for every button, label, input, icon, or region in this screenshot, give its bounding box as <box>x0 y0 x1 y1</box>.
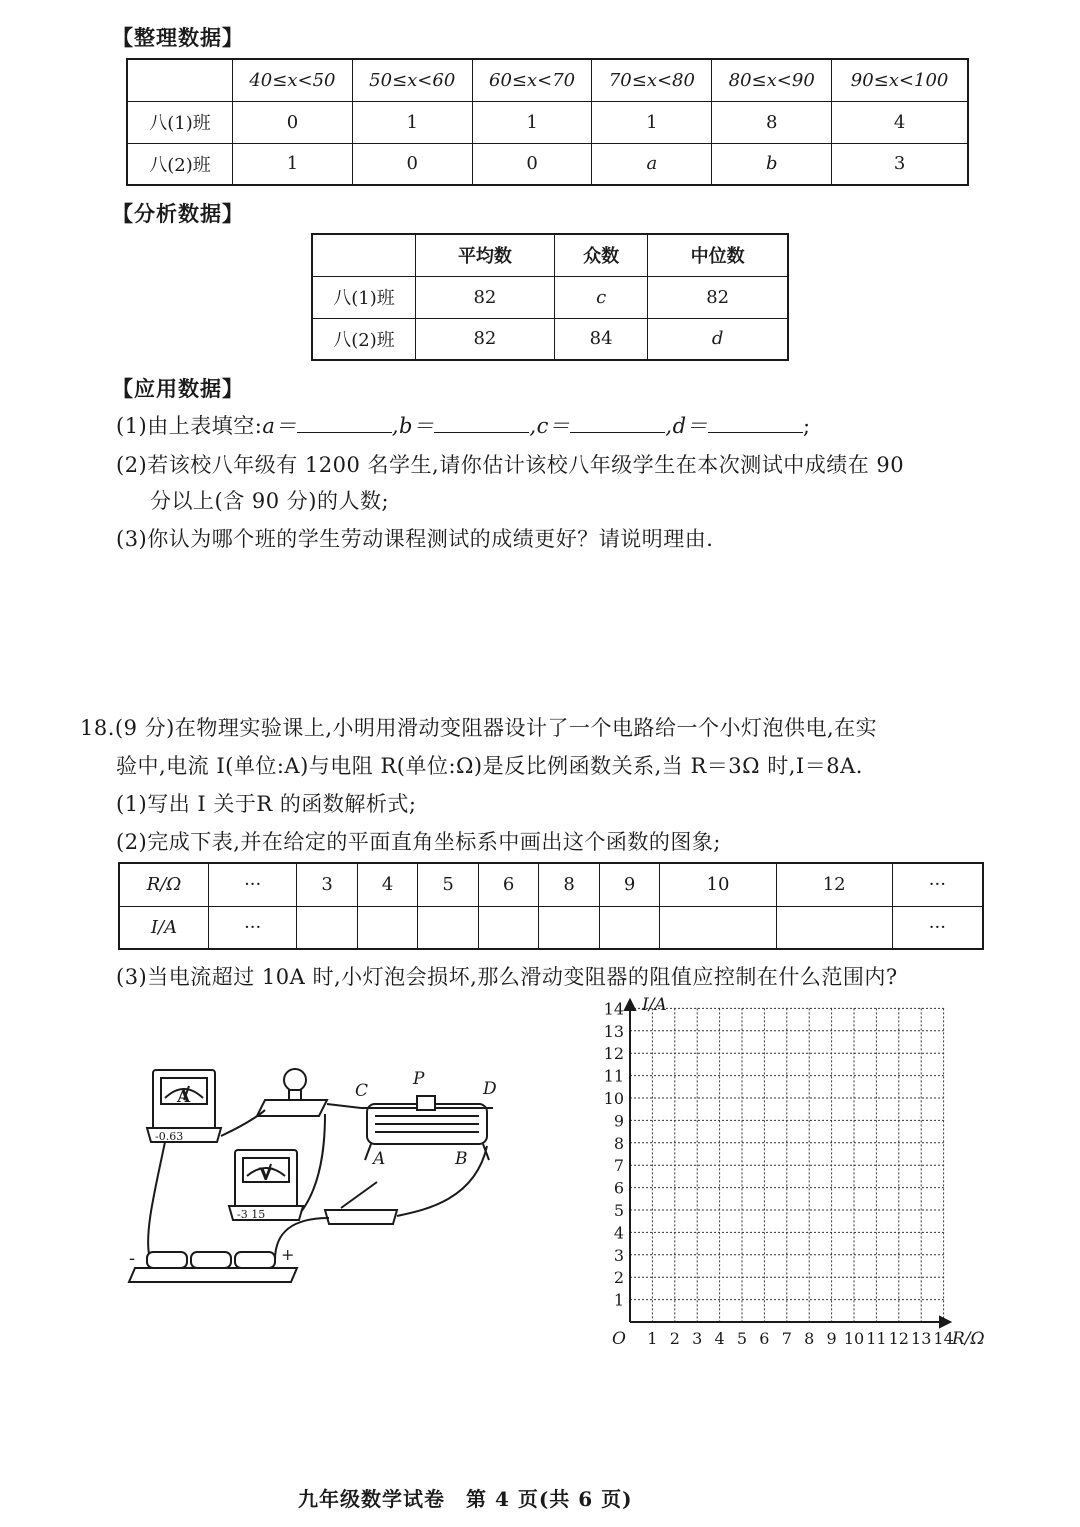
answer-cell[interactable] <box>478 906 539 949</box>
battery-icon <box>129 1252 297 1282</box>
q17-var-d: ,d＝ <box>665 414 709 438</box>
table-cell: 1 <box>472 101 592 143</box>
answer-cell[interactable] <box>357 906 418 949</box>
q17-var-c: ,c＝ <box>529 414 571 438</box>
table-cell: a <box>592 143 712 185</box>
page-footer: 九年级数学试卷 第 4 页(共 6 页) <box>298 1487 633 1511</box>
table-row <box>127 101 968 143</box>
table1-corner-cell <box>127 59 233 101</box>
x-tick-label: 7 <box>781 1329 792 1348</box>
x-tick-label: 13 <box>911 1329 932 1348</box>
table2-header: 众数 <box>554 234 647 276</box>
wire <box>301 1114 325 1212</box>
answer-cell[interactable] <box>599 906 660 949</box>
q17-part1-end: ; <box>803 414 811 438</box>
q17-part3: (3)你认为哪个班的学生劳动课程测试的成绩更好？请说明理由. <box>116 527 714 551</box>
q18-part2: (2)完成下表,并在给定的平面直角坐标系中画出这个函数的图象; <box>116 830 721 854</box>
grid-lines <box>630 1008 944 1322</box>
x-tick-label: 1 <box>647 1329 658 1348</box>
resistance-current-table <box>118 862 984 950</box>
table-cell: 82 <box>648 276 788 318</box>
row-label: 八(2)班 <box>312 318 416 360</box>
table-cell: b <box>712 143 832 185</box>
y-tick-label: 11 <box>603 1066 624 1086</box>
y-tick-label: 12 <box>603 1044 624 1064</box>
table-cell: ··· <box>892 863 983 906</box>
x-axis-arrow <box>940 1317 950 1327</box>
origin-label: O <box>612 1329 626 1349</box>
y-tick-label: 13 <box>603 1021 624 1041</box>
answer-cell[interactable] <box>660 906 776 949</box>
table-cell: 4 <box>832 101 968 143</box>
table1-header: 90≤x<100 <box>832 59 968 101</box>
axes <box>625 1000 950 1327</box>
answer-blank-d[interactable] <box>708 412 803 433</box>
terminal-a-label: A <box>373 1149 386 1169</box>
table-cell: 8 <box>539 863 600 906</box>
wire <box>397 1146 487 1216</box>
q18-part3: (3)当电流超过 10A 时,小灯泡会损坏,那么滑动变阻器的阻值应控制在什么范围内? <box>116 965 898 989</box>
q17-part1-prefix: (1)由上表填空: <box>116 414 263 438</box>
voltmeter-terminals: -3 15 <box>237 1208 266 1221</box>
table2-header: 平均数 <box>416 234 555 276</box>
terminal-b-label: B <box>455 1149 468 1169</box>
answer-cell[interactable] <box>539 906 600 949</box>
x-tick-label: 6 <box>759 1329 770 1348</box>
ammeter-terminals: -0.63 <box>155 1130 184 1143</box>
y-tick-label: 10 <box>603 1089 624 1108</box>
q17-var-a: a＝ <box>262 414 297 438</box>
table1-header: 80≤x<90 <box>712 59 832 101</box>
table-cell: 1 <box>352 101 472 143</box>
x-tick-label: 8 <box>804 1329 815 1348</box>
y-tick-label: 9 <box>613 1111 624 1131</box>
table-cell: 3 <box>297 863 358 906</box>
y-tick-label: 14 <box>603 999 624 1019</box>
table1-header: 70≤x<80 <box>592 59 712 101</box>
table-cell: 82 <box>416 318 555 360</box>
table-cell: 5 <box>418 863 479 906</box>
wire <box>327 1104 361 1108</box>
q18-line2: 验中,电流 I(单位:A)与电阻 R(单位:Ω)是反比例函数关系,当 R＝3Ω 时,I＝8A. <box>116 754 863 778</box>
table-row <box>312 318 788 360</box>
x-tick-label: 12 <box>888 1329 909 1348</box>
table-cell: 6 <box>478 863 539 906</box>
answer-cell[interactable] <box>297 906 358 949</box>
section-organize-heading: 【整理数据】 <box>112 25 244 50</box>
table-cell: ··· <box>209 906 297 949</box>
y-tick-label: 4 <box>613 1223 624 1243</box>
x-tick-label: 11 <box>866 1329 887 1348</box>
section-apply-heading: 【应用数据】 <box>112 376 244 401</box>
answer-blank-c[interactable] <box>570 412 665 433</box>
switch-icon <box>325 1182 397 1224</box>
y-tick-label: 8 <box>613 1133 624 1153</box>
slider-p-label: P <box>413 1069 425 1089</box>
table-cell: 9 <box>599 863 660 906</box>
x-tick-label: 9 <box>826 1329 837 1348</box>
answer-cell[interactable] <box>776 906 892 949</box>
terminal-d-label: D <box>483 1079 497 1099</box>
battery-plus-label: + <box>281 1245 295 1264</box>
x-tick-label: 14 <box>933 1329 954 1348</box>
section-analyze-heading: 【分析数据】 <box>112 201 244 226</box>
table-cell: 8 <box>712 101 832 143</box>
light-bulb-icon <box>257 1069 327 1116</box>
x-axis-label: R/Ω <box>952 1329 985 1349</box>
q17-part1 <box>116 410 811 440</box>
table1-header: 50≤x<60 <box>352 59 472 101</box>
table-row <box>312 276 788 318</box>
y-tick-label: 3 <box>613 1245 624 1265</box>
x-tick-label: 4 <box>714 1329 725 1348</box>
battery-minus-label: - <box>129 1248 136 1269</box>
wire <box>148 1142 165 1254</box>
y-axis-arrow <box>625 1000 635 1010</box>
x-tick-label: 5 <box>736 1329 748 1348</box>
answer-cell[interactable] <box>418 906 479 949</box>
table-cell: 1 <box>592 101 712 143</box>
terminal-c-label: C <box>355 1081 369 1101</box>
q17-part2-line2: 分以上(含 90 分)的人数; <box>150 489 390 513</box>
q17-part2-line1: (2)若该校八年级有 1200 名学生,请你估计该校八年级学生在本次测试中成绩在 90 <box>116 453 905 477</box>
q18-line1: 18.(9 分)在物理实验课上,小明用滑动变阻器设计了一个电路给一个小灯泡供电,在实 <box>80 716 878 740</box>
table2-header: 中位数 <box>648 234 788 276</box>
table1-header: 40≤x<50 <box>233 59 353 101</box>
table-row <box>119 863 983 906</box>
table-cell: 82 <box>416 276 555 318</box>
q17-var-b: ,b＝ <box>391 414 435 438</box>
y-tick-label: 5 <box>613 1201 624 1220</box>
table-cell: d <box>648 318 788 360</box>
table-cell: 84 <box>554 318 647 360</box>
x-tick-label: 10 <box>843 1329 865 1348</box>
x-tick-label: 3 <box>692 1329 703 1348</box>
statistics-table <box>311 233 789 361</box>
table-cell: 1 <box>233 143 353 185</box>
circuit-illustration <box>125 1060 515 1300</box>
x-tick-label: 2 <box>669 1329 680 1348</box>
y-axis-label: I/A <box>642 995 667 1015</box>
row-label: 八(1)班 <box>127 101 233 143</box>
table-cell: c <box>554 276 647 318</box>
table-cell: 12 <box>776 863 892 906</box>
table-cell: 4 <box>357 863 418 906</box>
ammeter-letter: A <box>177 1087 191 1107</box>
table-cell: 0 <box>472 143 592 185</box>
table-cell: 0 <box>233 101 353 143</box>
y-tick-label: 2 <box>613 1268 624 1288</box>
table-row <box>119 906 983 949</box>
score-distribution-table <box>126 58 969 186</box>
q18-part1: (1)写出 I 关于R 的函数解析式; <box>116 792 417 816</box>
row-label: 八(1)班 <box>312 276 416 318</box>
y-tick-label: 7 <box>613 1156 624 1176</box>
table-cell: ··· <box>209 863 297 906</box>
table-row <box>127 143 968 185</box>
table-cell: 3 <box>832 143 968 185</box>
coordinate-grid <box>600 992 1000 1356</box>
row-label: 八(2)班 <box>127 143 233 185</box>
table-cell: 0 <box>352 143 472 185</box>
answer-blank-a[interactable] <box>297 412 392 433</box>
table-cell: ··· <box>892 906 983 949</box>
table2-corner-cell <box>312 234 416 276</box>
answer-blank-b[interactable] <box>434 412 529 433</box>
y-tick-label: 6 <box>613 1178 624 1198</box>
y-tick-label: 1 <box>613 1290 624 1310</box>
row-label-r: R/Ω <box>119 863 209 906</box>
table-cell: 10 <box>660 863 776 906</box>
table1-header: 60≤x<70 <box>472 59 592 101</box>
voltmeter-letter: V <box>259 1165 273 1185</box>
row-label-i: I/A <box>119 906 209 949</box>
